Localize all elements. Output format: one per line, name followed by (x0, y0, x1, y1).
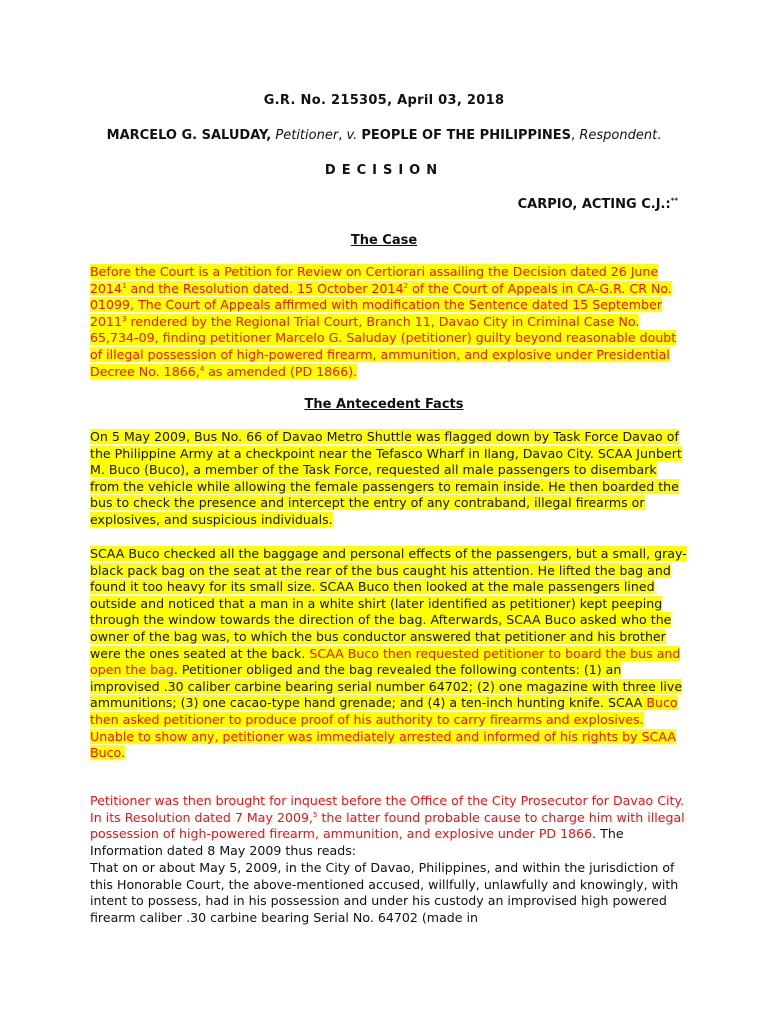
case-title: G.R. No. 215305, April 03, 2018 (263, 93, 505, 108)
case-parties: MARCELO G. SALUDAY, Petitioner, v. PEOPLE OF THE PHILIPPINES, Respondent. (106, 128, 662, 143)
paragraph-facts-2: SCAA Buco checked all the baggage and personal effects of the passengers, but a small, gray-black pack bag on the seat at the rear of the bus caught his attention. He lifted the bag and found it too heavy for its small size. SCAA Buco then looked at the male passengers lined outside and noticed that a man in a white shirt (later identified as petitioner) kept peeping through the window towards the direction of the bag. Afterwards, SCAA Buco asked who the owner of the bag was, to which the bus conductor answered that petitioner and his brother were the ones seated at the back. SCAA Buco then requested petitioner to board the bus and open the bag. Petitioner obliged and the bag revealed the following contents: (1) an improvised .30 caliber carbine bearing serial number 64702; (2) one magazine with three live ammunitions; (3) one cacao-type hand grenade; and (4) a ten-inch hunting knife. SCAA Buco then asked petitioner to produce proof of his authority to carry firearms and explosives. Unable to show any, petitioner was immediately arrested and informed of his rights by SCAA Buco. (90, 546, 687, 761)
paragraph-case: Before the Court is a Petition for Review on Certiorari assailing the Decision dated 26 June 2014$^1$ and the Resolution dated. 15 October 2014$^2$ of the Court of Appeals in CA-G.R. CR No. 01099, The Court of Appeals affirmed with modification the Sentence dated 15 September 2011$^3$ rendered by the Regional Trial Court, Branch 11, Davao City in Criminal Case No. 65,734-09, finding petitioner Marcelo G. Saluday (petitioner) guilty beyond reasonable doubt of illegal possession of high-powered firearm, ammunition, and explosive under Presidential Decree No. 1866,$^4$ as amended (PD 1866). (90, 264, 677, 379)
footnote-ref[interactable]: 1 (122, 281, 127, 290)
footnote-ref[interactable]: 4 (199, 364, 205, 373)
paragraph-inquest: Petitioner was then brought for inquest before the Office of the City Prosecutor for Davao City. In its Resolution dated 7 May 2009,$^5$ the latter found probable cause to charge him with illegal possession of high-powered firearm, ammunition, and explosive under PD 1866. The Information dated 8 May 2009 thus reads: (90, 793, 685, 858)
footnote-ref[interactable]: 5 (313, 810, 318, 819)
decision-label: DECISION (324, 163, 444, 178)
respondent-name: PEOPLE OF THE PHILIPPINES (361, 128, 572, 143)
paragraph-information: That on or about May 5, 2009, in the City of Davao, Philippines, and within the jurisdiction of this Honorable Court, the above-mentioned accused, willfully, unlawfully and knowingly, with intent to possess, had in his possession and under his custody an improvised high powered firearm caliber .30 carbine bearing Serial No. 64702 (made in (90, 860, 679, 925)
footnote-ref[interactable]: 3 (122, 314, 127, 323)
ponente (518, 197, 678, 212)
respondent-role: Respondent (579, 128, 658, 143)
section-heading-facts: The Antecedent Facts (304, 397, 464, 412)
footnote-ref[interactable]: 2 (403, 281, 409, 290)
versus: v. (346, 128, 358, 143)
petitioner-name: MARCELO G. SALUDAY, (106, 128, 272, 143)
ponente-footnote: ** (670, 196, 678, 205)
ponente-name: CARPIO, ACTING C.J.: (517, 197, 671, 212)
petitioner-role: Petitioner (275, 128, 339, 143)
section-heading-case: The Case (350, 233, 418, 248)
paragraph-facts-1: On 5 May 2009, Bus No. 66 of Davao Metro Shuttle was flagged down by Task Force Davao of the Philippine Army at a checkpoint near the Tefasco Wharf in Ilang, Davao City. SCAA Junbert M. Buco (Buco), a member of the Task Force, requested all male passengers to disembark from the vehicle while allowing the female passengers to remain inside. He then boarded the bus to check the presence and intercept the entry of any contraband, illegal firearms or explosives, and suspicious individuals. (90, 429, 682, 527)
